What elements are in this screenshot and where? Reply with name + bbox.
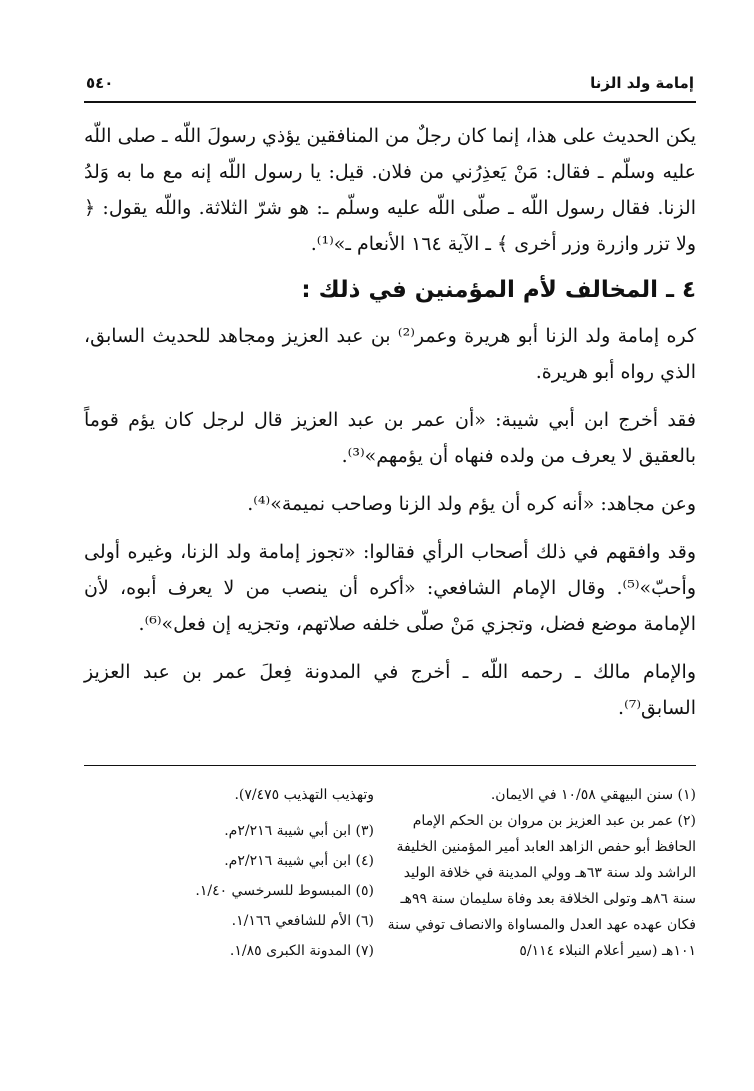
- footnote-6: (٦) الأم للشافعي ١/١٦٦.: [231, 913, 374, 929]
- page-number: ٥٤٠: [86, 74, 114, 92]
- paragraph-malik: والإمام مالك ـ رحمه اللّه ـ أخرج في المدونة فِعلَ عمر بن عبد العزيز السابق⁽⁷⁾.: [84, 661, 696, 719]
- paragraph-shafii: وقد وافقهم في ذلك أصحاب الرأي فقالوا: «تجوز إمامة ولد الزنا، وغيره أولى وأحبّ»⁽⁵⁾. وقال الإمام الشافعي: «أكره أن ينصب من لا يعرف أبوه، لأن الإمامة موضع فضل، وتجزي مَنْ صلّى خلفه صلاتهم، وتجزيه إن فعل»⁽⁶⁾.: [84, 541, 696, 635]
- header-divider: [84, 101, 696, 103]
- footnote-5: (٥) المبسوط للسرخسي ١/٤٠.: [195, 883, 374, 899]
- running-title: إمامة ولد الزنا: [590, 74, 694, 92]
- footnotes-right-column: [378, 782, 696, 964]
- paragraph-opponents: كره إمامة ولد الزنا أبو هريرة وعمر⁽²⁾ بن عبد العزيز ومجاهد للحديث السابق، الذي رواه أبو هريرة.: [84, 325, 697, 383]
- footnote-3: (٣) ابن أبي شيبة ٢/٢١٦م.: [224, 823, 374, 839]
- main-text: [84, 118, 696, 738]
- footnote-4: (٤) ابن أبي شيبة ٢/٢١٦م.: [224, 853, 374, 869]
- paragraph-mujahid: وعن مجاهد: «أنه كره أن يؤم ولد الزنا وصاحب نميمة»⁽⁴⁾.: [247, 493, 696, 515]
- footnotes-left-column: [84, 782, 374, 968]
- footnote-1: (١) سنن البيهقي ١٠/٥٨ في الايمان.: [490, 787, 696, 803]
- footnote-2: (٢) عمر بن عبد العزيز بن مروان بن الحكم الإمام الحافظ أبو حفص الزاهد العابد أمير المؤمنين الخليفة الراشد ولد سنة ٦٣هـ وولي المدينة في خلافة الوليد سنة ٨٦هـ وتولى الخلافة بعد وفاة سليمان سنة ٩٩هـ فكان عهده عهد العدل والمساواة والانصاف توفي سنة ١٠١هـ (سير أعلام النبلاء ٥/١١٤: [387, 813, 696, 959]
- section-heading: ٤ ـ المخالف لأم المؤمنين في ذلك :: [301, 277, 696, 303]
- footnote-2-continuation: وتهذيب التهذيب ٧/٤٧٥).: [234, 787, 374, 803]
- paragraph-ibn-abi-shaybah: فقد أخرج ابن أبي شيبة: «أن عمر بن عبد العزيز قال لرجل كان يؤم قوماً بالعقيق لا يعرف من ولده فنهاه أن يؤمهم»⁽³⁾.: [84, 409, 696, 467]
- paragraph-hadith: يكن الحديث على هذا، إنما كان رجلٌ من المنافقين يؤذي رسولَ اللّه ـ صلى اللّه عليه وسلّم ـ فقال: مَنْ يَعذِرُني من فلان. قيل: يا رسول اللّه إنه مع ما به وَلدُ الزنا. فقال رسول اللّه ـ صلّى اللّه عليه وسلّم ـ: هو شرّ الثلاثة. واللّه يقول: ﴿ ولا تزر وازرة وزر أخرى ﴾ ـ الآية ١٦٤ الأنعام ـ»⁽¹⁾.: [84, 125, 696, 255]
- footnote-divider: [84, 765, 696, 766]
- footnote-7: (٧) المدونة الكبرى ١/٨٥.: [229, 943, 374, 959]
